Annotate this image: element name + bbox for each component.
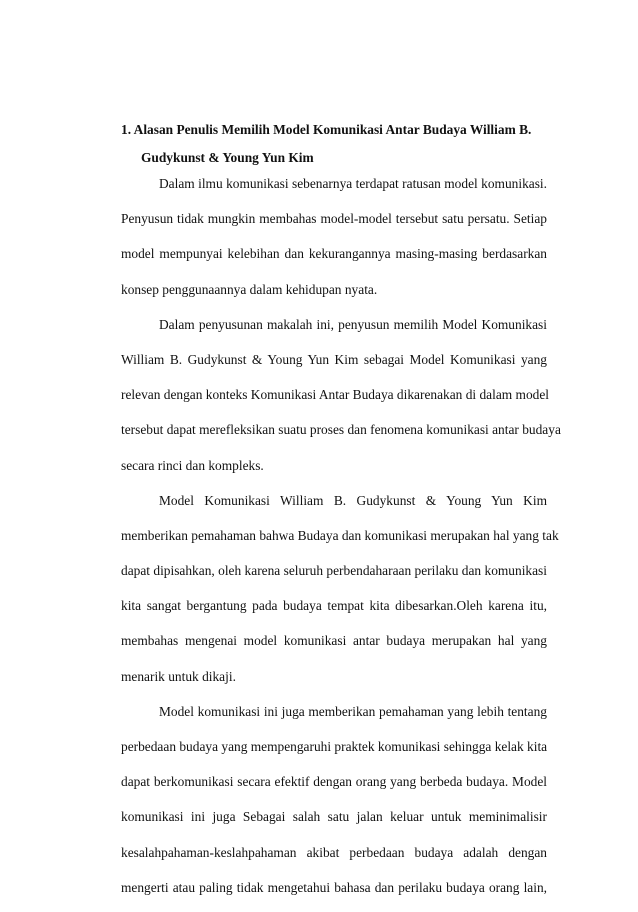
paragraph-1-line-2: Penyusun tidak mungkin membahas model-model tersebut satu persatu. Setiap [121, 211, 547, 227]
paragraph-4-line-5: kesalahpahaman-keslahpahaman akibat perbedaan budaya adalah dengan [121, 844, 547, 860]
paragraph-4-line-6: mengerti atau paling tidak mengetahui bahasa dan perilaku budaya orang lain, [121, 879, 547, 895]
paragraph-4-line-3: dapat berkomunikasi secara efektif dengan orang yang berbeda budaya. Model [121, 774, 547, 790]
section-heading-line-1: 1. Alasan Penulis Memilih Model Komunikasi Antar Budaya William B. [121, 122, 532, 137]
paragraph-2-line-2: William B. Gudykunst & Young Yun Kim sebagai Model Komunikasi yang [121, 351, 547, 367]
paragraph-3-line-2: memberikan pemahaman bahwa Budaya dan komunikasi merupakan hal yang tak [121, 527, 559, 543]
section-heading-line-2: Gudykunst & Young Yun Kim [141, 150, 314, 165]
paragraph-3-line-6: menarik untuk dikaji. [121, 668, 236, 684]
paragraph-1-line-4: konsep penggunaannya dalam kehidupan nyata. [121, 281, 378, 297]
paragraph-3-line-1: Model Komunikasi William B. Gudykunst & Young Yun Kim [159, 492, 547, 508]
paragraph-3-line-5: membahas mengenai model komunikasi antar budaya merupakan hal yang [121, 633, 547, 649]
paragraph-2-line-4: tersebut dapat merefleksikan suatu proses dan fenomena komunikasi antar budaya [121, 422, 561, 438]
section-heading [121, 116, 532, 172]
paragraph-2-line-5: secara rinci dan kompleks. [121, 457, 264, 473]
paragraph-4-line-2: perbedaan budaya yang mempengaruhi praktek komunikasi sehingga kelak kita [121, 739, 548, 754]
body-text [121, 173, 561, 912]
paragraph-1-line-1: Dalam ilmu komunikasi sebenarnya terdapat ratusan model komunikasi. [159, 176, 547, 191]
paragraph-3-line-3: dapat dipisahkan, oleh karena seluruh perbendaharaan perilaku dan komunikasi [121, 563, 547, 579]
paragraph-4-line-4: komunikasi ini juga Sebagai salah satu jalan keluar untuk meminimalisir [121, 809, 547, 825]
paragraph-2-line-1: Dalam penyusunan makalah ini, penyusun memilih Model Komunikasi [159, 316, 547, 332]
paragraph-4-line-1: Model komunikasi ini juga memberikan pemahaman yang lebih tentang [159, 703, 547, 719]
paragraph-2-line-3: relevan dengan konteks Komunikasi Antar Budaya dikarenakan di dalam model [121, 387, 550, 403]
paragraph-1-line-3: model mempunyai kelebihan dan kekurangannya masing-masing berdasarkan [121, 246, 547, 262]
paragraph-3-line-4: kita sangat bergantung pada budaya tempat kita dibesarkan.Oleh karena itu, [121, 598, 547, 614]
